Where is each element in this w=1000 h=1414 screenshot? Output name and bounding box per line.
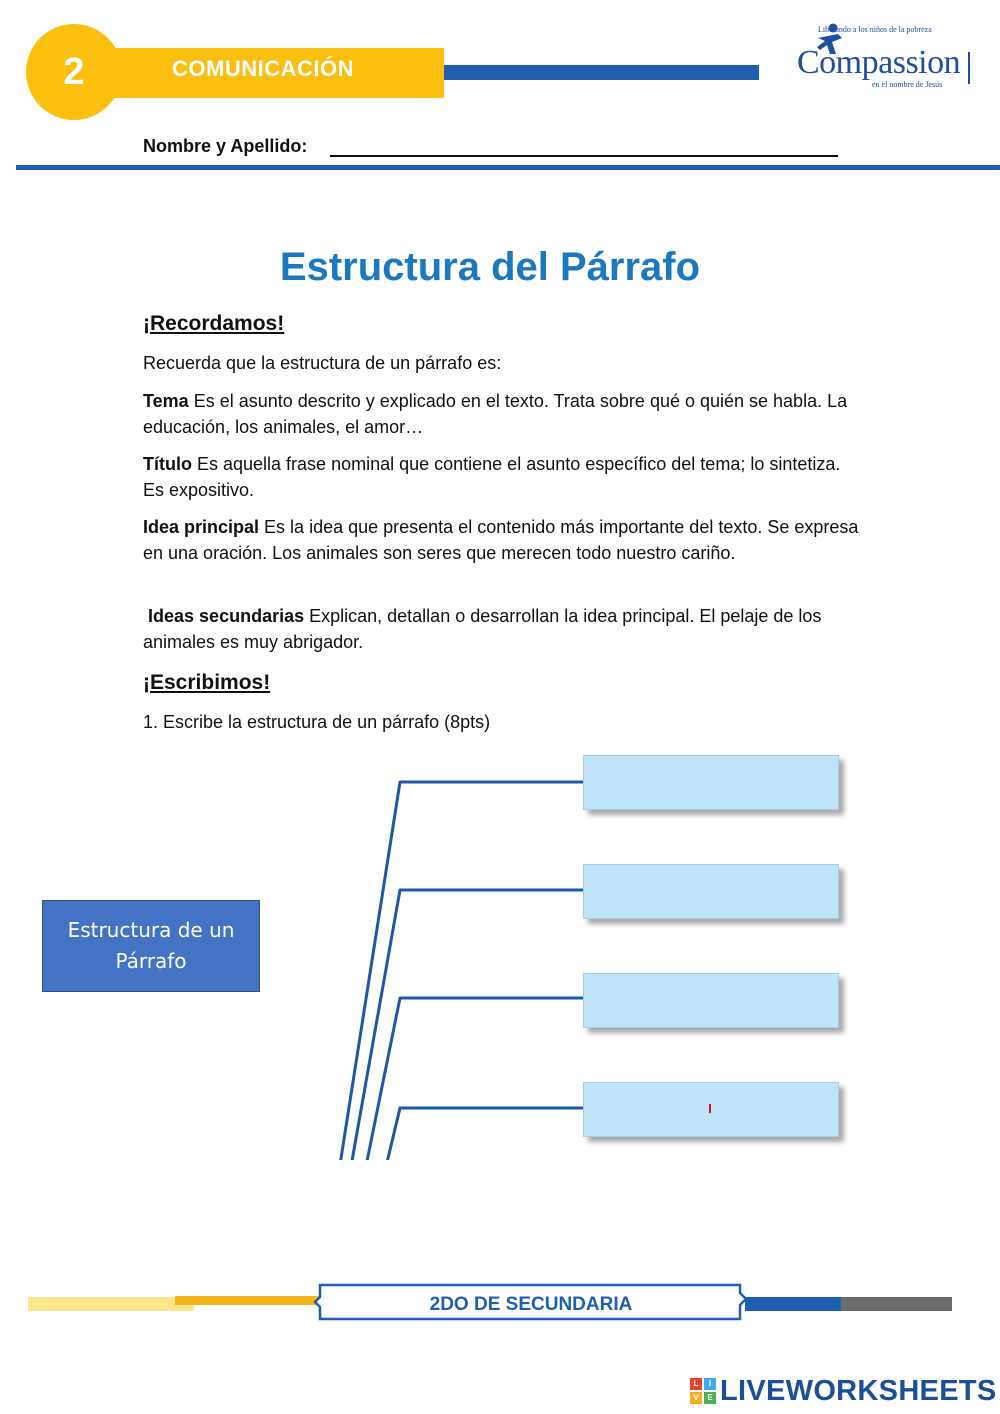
text-cursor [709, 1104, 711, 1113]
definition-term: Tema [143, 391, 189, 411]
definition-tema [143, 388, 863, 440]
definition-term: Idea principal [143, 517, 260, 537]
definition-text: Explican, detallan o desarrollan la idea principal. El pelaje de los animales es muy abrigador. [143, 606, 827, 652]
subject-label: COMUNICACIÓN [172, 56, 354, 81]
diagram-root-box [42, 900, 260, 992]
definition-titulo [143, 451, 863, 503]
logo-tagline: Liberando a los niños de la pobreza [818, 25, 932, 34]
footer-stripe-light [28, 1297, 194, 1311]
liveworksheets-wordmark: LIVEWORKSHEETS [720, 1374, 997, 1407]
logo-subline: en el nombre de Jesús [872, 80, 943, 89]
definition-text: Es la idea que presenta el contenido más importante del texto. Se expresa en una oración. Los animales son seres que merecen todo nuestro cariño. [143, 517, 859, 563]
definition-term: Ideas secundarias [143, 606, 305, 626]
footer-stripe-gray [841, 1297, 952, 1311]
connector-line-1 [260, 782, 583, 1160]
definition-ideas-secundarias [143, 603, 863, 655]
page-title: Estructura del Párrafo [279, 245, 701, 289]
definition-text: Es el asunto descrito y explicado en el texto. Trata sobre qué o quién se habla. La educación, los animales, el amor… [143, 391, 848, 437]
cube-letter: V [690, 1392, 702, 1404]
connector-line-2 [260, 890, 583, 1160]
footer-stripe-blue [745, 1297, 842, 1311]
answer-box-4[interactable] [583, 1082, 839, 1137]
exercise-instruction: 1. Escribe la estructura de un párrafo (8pts) [143, 712, 491, 732]
logo-divider [968, 52, 970, 84]
unit-number-badge: 2 [26, 24, 122, 120]
definition-term: Título [143, 454, 192, 474]
footer-grade-label: 2DO DE SECUNDARIA [429, 1294, 633, 1315]
footer-stripe-yellow [175, 1296, 320, 1305]
header-rule [16, 165, 1000, 170]
cube-letter: L [690, 1378, 702, 1390]
root-label-line1: Estructura de un [67, 918, 235, 942]
header-blue-bar [444, 65, 759, 80]
cube-letter: I [704, 1378, 716, 1390]
connector-line-4 [260, 1108, 583, 1160]
liveworksheets-logo [690, 1374, 997, 1408]
root-label-line2: Párrafo [115, 949, 187, 973]
connector-line-3 [260, 998, 583, 1160]
definition-text: Es aquella frase nominal que contiene el asunto específico del tema; lo sintetiza. Es expositivo. [143, 454, 841, 500]
recordamos-intro: Recuerda que la estructura de un párrafo es: [143, 353, 502, 373]
escribimos-heading: ¡Escribimos! [143, 671, 271, 694]
name-label: Nombre y Apellido: [143, 136, 308, 156]
definition-idea-principal [143, 514, 863, 566]
cube-letter: E [704, 1392, 716, 1404]
answer-box-2[interactable] [583, 864, 839, 919]
recordamos-heading: ¡Recordamos! [143, 312, 285, 335]
answer-box-1[interactable] [583, 755, 839, 810]
logo-wordmark: Compassion [797, 44, 961, 81]
liveworksheets-cubes-icon [690, 1378, 716, 1404]
answer-box-3[interactable] [583, 973, 839, 1028]
name-input-line[interactable] [330, 155, 838, 157]
